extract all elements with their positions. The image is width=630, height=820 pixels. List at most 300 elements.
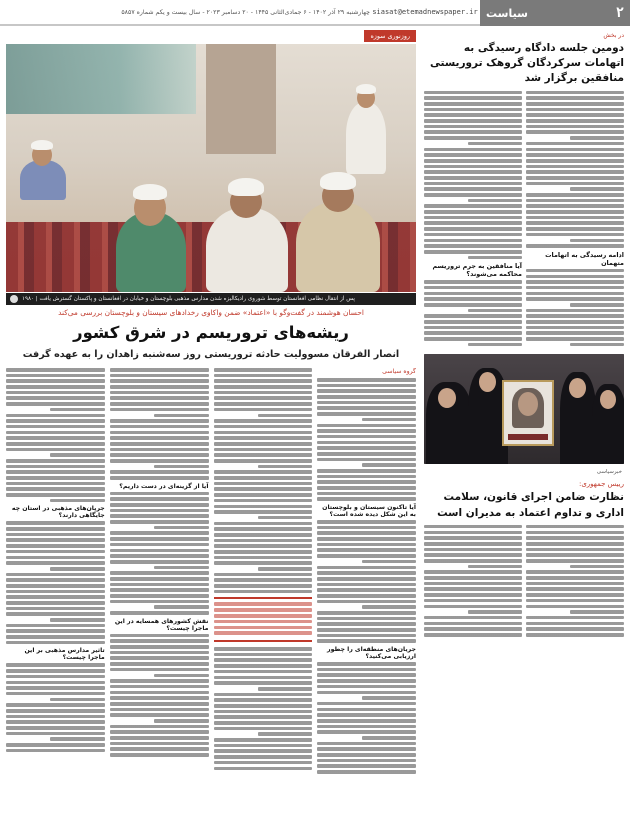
text-line: [6, 726, 105, 730]
text-line: [214, 527, 313, 531]
text-line: [258, 516, 312, 520]
text-line: [317, 492, 416, 496]
text-line: [526, 165, 624, 169]
text-line: [50, 567, 104, 571]
text-line: [526, 548, 624, 552]
text-line: [214, 510, 313, 514]
text-line: [154, 566, 208, 570]
text-line: [526, 587, 624, 591]
text-line: [424, 331, 522, 335]
text-line: [526, 130, 624, 134]
text-line: [317, 531, 416, 535]
text-line: [526, 142, 624, 146]
text-line: [154, 414, 208, 418]
text-line: [110, 577, 209, 581]
text-line: [362, 696, 416, 700]
text-line: [214, 425, 313, 429]
student-figure: [116, 184, 186, 292]
text-line: [214, 664, 313, 668]
text-line: [317, 639, 416, 643]
text-line: [526, 108, 624, 112]
text-line: [6, 561, 105, 565]
text-line: [110, 583, 209, 587]
text-line: [110, 730, 209, 734]
text-line: [6, 675, 105, 679]
text-line: [214, 505, 313, 509]
text-line: [110, 656, 209, 660]
text-line: [526, 622, 624, 626]
text-line: [110, 645, 209, 649]
text-line: [6, 533, 105, 537]
text-line: [468, 256, 522, 260]
text-line: [110, 571, 209, 575]
text-line: [424, 627, 522, 631]
text-line: [110, 685, 209, 689]
text-line: [317, 469, 416, 473]
photo-window: [6, 44, 196, 114]
right-photo-kicker: خبرسیاسی: [596, 469, 622, 476]
text-line: [526, 113, 624, 117]
text-line: [214, 419, 313, 423]
text-line: [258, 567, 312, 571]
text-line: [110, 379, 209, 383]
text-line: [317, 548, 416, 552]
text-line: [110, 679, 209, 683]
story-deck: احسان هوشمند در گفت‌وگو با «اعتماد» ضمن واکاوی رخدادهای سیستان و بلوچستان بررسی می‌کند: [58, 308, 364, 317]
text-line: [317, 600, 416, 604]
interview-question: تاثیر مدارس مذهبی بر این ماجرا چیست؟: [24, 647, 105, 662]
text-line: [6, 368, 105, 372]
court-subhead: آیا منافقین به جرم تروریسم محاکمه می‌شوند؟: [432, 262, 522, 279]
text-line: [214, 391, 313, 395]
text-line: [214, 544, 313, 548]
text-line: [6, 601, 105, 605]
text-line: [154, 526, 208, 530]
text-line: [6, 482, 105, 486]
text-line: [424, 542, 522, 546]
text-line: [424, 280, 522, 284]
text-line: [317, 662, 416, 666]
text-line: [424, 320, 522, 324]
text-line: [468, 610, 522, 614]
text-line: [317, 611, 416, 615]
text-line: [214, 431, 313, 435]
text-line: [424, 176, 522, 180]
portrait-caption-band: [508, 434, 548, 440]
text-line: [214, 698, 313, 702]
interview-question: نقش کشورهای همسایه در این ماجرا چیست؟: [114, 617, 209, 632]
text-line: [424, 314, 522, 318]
pull-quote: [214, 597, 313, 642]
text-line: [424, 233, 522, 237]
text-line: [317, 446, 416, 450]
text-line: [6, 493, 105, 497]
text-line: [214, 470, 313, 474]
text-line: [424, 616, 522, 620]
text-line: [214, 715, 313, 719]
court-subhead: ادامه رسیدگی به اتهامات متهمان: [545, 250, 624, 267]
text-line: [214, 761, 313, 765]
text-line: [468, 309, 522, 313]
text-line: [317, 583, 416, 587]
text-line: [6, 414, 105, 418]
text-line: [6, 521, 105, 525]
text-line: [424, 193, 522, 197]
text-line: [214, 693, 313, 697]
text-line: [526, 193, 624, 197]
text-line: [110, 560, 209, 564]
president-kicker: رییس جمهوری:: [578, 480, 624, 489]
student-figure: [346, 84, 386, 174]
text-line: [424, 119, 522, 123]
text-line: [424, 165, 522, 169]
text-line: [424, 337, 522, 341]
text-line: [110, 708, 209, 712]
text-line: [526, 576, 624, 580]
text-line: [317, 401, 416, 405]
story-byline: گروه سیاسی: [382, 368, 416, 375]
text-line: [424, 227, 522, 231]
text-line: [6, 442, 105, 446]
camera-icon: [10, 295, 18, 303]
text-line: [424, 210, 522, 214]
text-line: [6, 669, 105, 673]
madrasa-photo: [6, 44, 416, 292]
text-line: [6, 715, 105, 719]
text-line: [154, 719, 208, 723]
text-line: [526, 570, 624, 574]
text-line: [468, 142, 522, 146]
text-line: [110, 554, 209, 558]
text-line: [526, 216, 624, 220]
text-line: [424, 297, 522, 301]
text-line: [424, 292, 522, 296]
text-line: [526, 125, 624, 129]
section-name: سیاست: [486, 6, 528, 20]
section-email[interactable]: siasat@etemadnewspaper.ir: [370, 0, 480, 26]
text-line: [6, 374, 105, 378]
text-line: [214, 385, 313, 389]
court-headline[interactable]: دومین جلسه دادگاه رسیدگی به اتهامات سرکردگان گروهک تروریستی منافقین برگزار شد: [429, 42, 624, 85]
text-line: [317, 759, 416, 763]
text-line: [317, 412, 416, 416]
text-line: [424, 102, 522, 106]
text-line: [570, 303, 624, 307]
text-line: [317, 424, 416, 428]
story-subhead: انصار الفرقان مسوولیت حادثه تروریستی روز سه‌شنبه زاهدان را به عهده گرفت: [22, 349, 400, 360]
right-column: [424, 30, 624, 814]
text-line: [110, 702, 209, 706]
text-line: [317, 429, 416, 433]
text-line: [317, 554, 416, 558]
text-line: [424, 159, 522, 163]
text-line: [110, 651, 209, 655]
text-line: [110, 459, 209, 463]
text-line: [526, 559, 624, 563]
text-line: [214, 396, 313, 400]
text-line: [110, 503, 209, 507]
text-line: [110, 431, 209, 435]
text-line: [570, 565, 624, 569]
text-line: [317, 679, 416, 683]
text-line: [317, 702, 416, 706]
text-line: [110, 611, 209, 615]
text-line: [258, 465, 312, 469]
text-line: [6, 709, 105, 713]
text-line: [526, 233, 624, 237]
text-line: [570, 239, 624, 243]
text-line: [110, 696, 209, 700]
text-line: [6, 476, 105, 480]
portrait-frame: [502, 380, 554, 446]
text-line: [214, 368, 313, 372]
text-line: [362, 463, 416, 467]
quote-line: [214, 614, 313, 618]
text-line: [214, 487, 313, 491]
text-line: [424, 221, 522, 225]
text-line: [50, 453, 104, 457]
text-line: [110, 442, 209, 446]
text-line: [424, 553, 522, 557]
text-line: [526, 297, 624, 301]
text-line: [424, 136, 522, 140]
text-line: [424, 536, 522, 540]
text-line: [317, 395, 416, 399]
quote-line: [214, 631, 313, 635]
text-line: [6, 431, 105, 435]
text-line: [214, 676, 313, 680]
president-article-col-2: [424, 525, 522, 639]
text-line: [317, 497, 416, 501]
text-line: [317, 384, 416, 388]
text-line: [214, 408, 313, 412]
text-line: [110, 448, 209, 452]
text-line: [317, 634, 416, 638]
text-line: [214, 755, 313, 759]
text-line: [50, 408, 104, 412]
text-line: [570, 343, 624, 347]
text-line: [317, 628, 416, 632]
text-line: [6, 459, 105, 463]
text-line: [214, 681, 313, 685]
text-line: [317, 725, 416, 729]
story-col-1: [317, 368, 416, 814]
text-line: [214, 499, 313, 503]
text-line: [317, 571, 416, 575]
text-line: [110, 419, 209, 423]
text-line: [424, 548, 522, 552]
text-line: [424, 170, 522, 174]
text-line: [362, 418, 416, 422]
text-line: [214, 453, 313, 457]
text-line: [258, 687, 312, 691]
text-line: [424, 559, 522, 563]
text-line: [424, 148, 522, 152]
text-line: [214, 710, 313, 714]
text-line: [317, 617, 416, 621]
text-line: [110, 425, 209, 429]
text-line: [110, 594, 209, 598]
court-article-col-2: [424, 91, 522, 349]
text-line: [6, 448, 105, 452]
text-line: [6, 379, 105, 383]
text-line: [317, 520, 416, 524]
text-line: [424, 250, 522, 254]
story-body: [6, 368, 416, 814]
student-figure: [206, 178, 288, 292]
text-line: [6, 544, 105, 548]
quote-line: [214, 608, 313, 612]
text-line: [110, 742, 209, 746]
text-line: [570, 136, 624, 140]
text-line: [214, 550, 313, 554]
text-line: [214, 647, 313, 651]
text-line: [526, 244, 624, 248]
text-line: [6, 391, 105, 395]
text-line: [317, 594, 416, 598]
text-line: [317, 691, 416, 695]
text-line: [526, 542, 624, 546]
text-line: [424, 525, 522, 529]
interview-question: جریان‌های مذهبی در استان چه جایگاهی دارند؟: [11, 505, 105, 520]
story-headline[interactable]: ریشه‌های تروریسم در شرق کشور: [73, 323, 349, 342]
president-headline[interactable]: نظارت ضامن اجرای قانون، سلامت اداری و تداوم اعتماد به مدیران است: [437, 491, 624, 519]
text-line: [214, 738, 313, 742]
quote-line: [214, 602, 313, 606]
text-line: [317, 406, 416, 410]
text-line: [526, 286, 624, 290]
text-line: [214, 670, 313, 674]
text-line: [424, 303, 522, 307]
text-line: [6, 607, 105, 611]
text-line: [110, 736, 209, 740]
text-line: [526, 320, 624, 324]
text-line: [317, 588, 416, 592]
text-line: [258, 732, 312, 736]
text-line: [214, 442, 313, 446]
text-line: [214, 522, 313, 526]
text-line: [317, 458, 416, 462]
text-line: [317, 742, 416, 746]
text-line: [110, 600, 209, 604]
text-line: [110, 753, 209, 757]
story-col-3: [110, 368, 209, 814]
text-line: [317, 770, 416, 774]
text-line: [110, 509, 209, 513]
text-line: [110, 476, 209, 480]
text-line: [50, 618, 104, 622]
text-line: [317, 543, 416, 547]
text-line: [526, 269, 624, 273]
text-line: [317, 486, 416, 490]
text-line: [570, 610, 624, 614]
photo-doorway: [206, 44, 276, 154]
text-line: [526, 275, 624, 279]
text-line: [214, 658, 313, 662]
text-line: [110, 713, 209, 717]
text-line: [526, 536, 624, 540]
text-line: [317, 747, 416, 751]
text-line: [570, 187, 624, 191]
text-line: [317, 441, 416, 445]
text-line: [526, 599, 624, 603]
text-line: [6, 629, 105, 633]
text-line: [110, 368, 209, 372]
text-line: [6, 732, 105, 736]
text-line: [526, 331, 624, 335]
text-line: [110, 391, 209, 395]
text-line: [6, 550, 105, 554]
text-line: [154, 605, 208, 609]
text-line: [468, 343, 522, 347]
text-line: [424, 113, 522, 117]
text-line: [317, 668, 416, 672]
text-line: [6, 686, 105, 690]
text-line: [526, 102, 624, 106]
text-line: [258, 414, 312, 418]
text-line: [214, 459, 313, 463]
section-tag: روزنوری سوزه: [364, 30, 416, 42]
text-line: [424, 153, 522, 157]
photo-caption-text: پس از انتقال نظامی افغانستان توسط شوروی رادیکالیزه شدن مدارس مذهبی بلوچستان و خیابان در افغانستان و پاکستان گسترش یافت | ۱۹۸۰: [22, 296, 355, 302]
text-line: [50, 698, 104, 702]
text-line: [424, 182, 522, 186]
text-line: [110, 470, 209, 474]
text-line: [526, 326, 624, 330]
text-line: [214, 436, 313, 440]
text-line: [110, 453, 209, 457]
text-line: [424, 244, 522, 248]
text-line: [6, 612, 105, 616]
text-line: [6, 402, 105, 406]
text-line: [526, 221, 624, 225]
text-line: [317, 526, 416, 530]
text-line: [214, 556, 313, 560]
text-line: [526, 153, 624, 157]
text-line: [317, 673, 416, 677]
page-number: ۲: [615, 5, 624, 21]
text-line: [317, 719, 416, 723]
text-line: [526, 627, 624, 631]
text-line: [6, 641, 105, 645]
text-line: [214, 402, 313, 406]
text-line: [526, 210, 624, 214]
text-line: [214, 476, 313, 480]
text-line: [317, 480, 416, 484]
text-line: [526, 170, 624, 174]
text-line: [526, 292, 624, 296]
text-line: [526, 553, 624, 557]
text-line: [526, 616, 624, 620]
text-line: [6, 436, 105, 440]
text-line: [362, 605, 416, 609]
text-line: [110, 374, 209, 378]
text-line: [424, 91, 522, 95]
text-line: [214, 379, 313, 383]
text-line: [526, 605, 624, 609]
text-line: [214, 653, 313, 657]
text-line: [526, 314, 624, 318]
text-line: [424, 130, 522, 134]
text-line: [110, 514, 209, 518]
text-line: [424, 576, 522, 580]
text-line: [317, 452, 416, 456]
text-line: [424, 633, 522, 637]
text-line: [362, 736, 416, 740]
text-line: [110, 549, 209, 553]
text-line: [526, 531, 624, 535]
text-line: [6, 635, 105, 639]
